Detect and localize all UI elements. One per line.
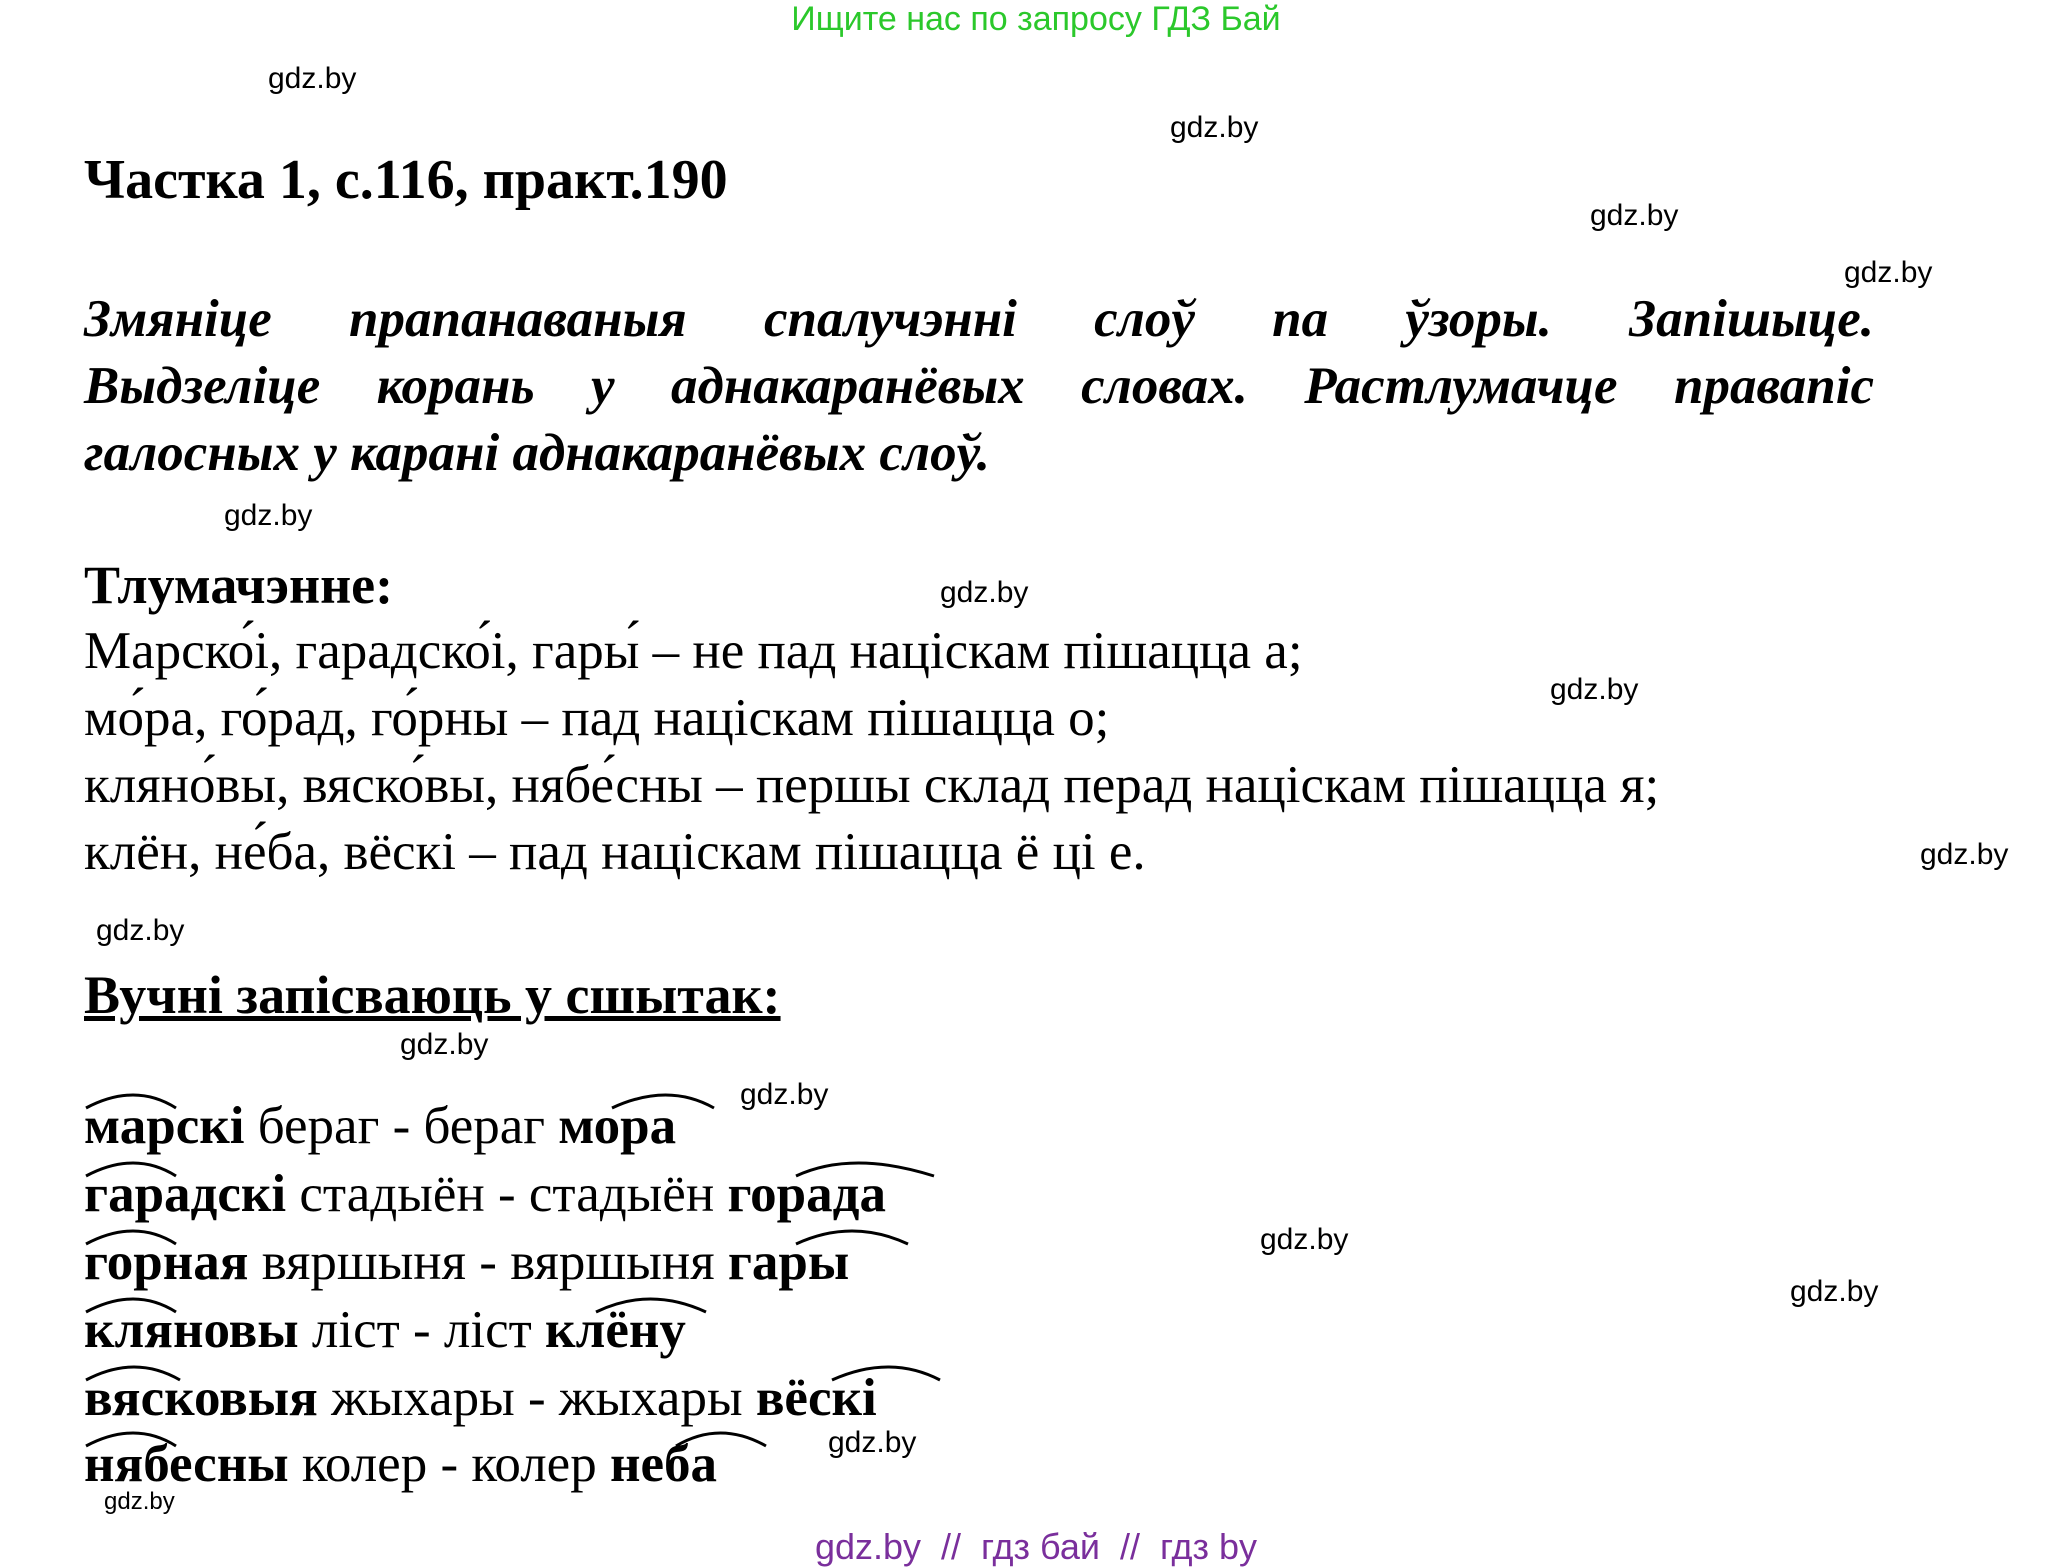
watermark: gdz.by (400, 1028, 489, 1061)
explanation-title: Тлумачэнне: (84, 555, 394, 615)
watermark: gdz.by (828, 1426, 917, 1459)
notebook-row (84, 1434, 717, 1494)
notebook-row (84, 1368, 877, 1428)
explanation-line: Марско́і, гарадско́і, гары́ – не пад націскам пішацца а; (84, 622, 1303, 680)
watermark: gdz.by (1590, 199, 1679, 232)
row-word-2: мора (558, 1097, 677, 1155)
notebook-row (84, 1164, 886, 1224)
row-word-2: горада (727, 1165, 886, 1223)
notebook-row (84, 1096, 676, 1156)
row-word-2: неба (609, 1435, 717, 1493)
row-word-2: гары (727, 1233, 850, 1291)
row-word-1: нябесны (84, 1435, 289, 1493)
row-middle: стадыён - стадыён (286, 1165, 728, 1223)
row-middle: колер - колер (288, 1435, 610, 1493)
explanation-line: кляно́вы, вяско́вы, нябе́сны – першы склад перад націскам пішацца я; (84, 756, 1660, 814)
row-middle: вяршыня - вяршыня (248, 1233, 728, 1291)
task-line: Змяніце прапанаваныя спалучэнні слоў па ўзоры. Запішыце. (84, 290, 1874, 348)
watermark: gdz.by (96, 914, 185, 947)
notebook-row (84, 1232, 849, 1292)
row-word-1: кляновы (84, 1301, 299, 1359)
watermark: gdz.by (940, 576, 1029, 609)
watermark: gdz.by (104, 1488, 175, 1515)
footer-watermark: gdz.by // гдз бай // гдз by (814, 1526, 1258, 1567)
watermark: gdz.by (1260, 1223, 1349, 1256)
row-word-1: марскі (84, 1097, 245, 1155)
row-word-1: вясковыя (84, 1369, 318, 1427)
explanation-line: клён, не́ба, вёскі – пад націскам пішацца ё ці е. (84, 823, 1146, 881)
row-middle: жыхары - жыхары (317, 1369, 756, 1427)
task-line: Выдзеліце корань у аднакаранёвых словах. Растлумачце правапіс (84, 357, 1874, 415)
row-middle: ліст - ліст (298, 1301, 546, 1359)
watermark: gdz.by (1844, 256, 1933, 289)
top-banner: Ищите нас по запросу ГДЗ Бай (791, 0, 1281, 38)
task-text (84, 286, 1874, 487)
explanation-line: мо́ра, го́рад, го́рны – пад націскам пішацца о; (84, 689, 1110, 747)
page-title: Частка 1, с.116, практ.190 (84, 149, 728, 211)
row-word-1: гарадскі (84, 1165, 287, 1223)
row-word-2: клёну (545, 1301, 686, 1359)
watermark: gdz.by (224, 499, 313, 532)
watermark: gdz.by (1790, 1275, 1879, 1308)
watermark: gdz.by (268, 62, 357, 95)
row-middle: бераг - бераг (244, 1097, 559, 1155)
watermark: gdz.by (740, 1078, 829, 1111)
notebook-title: Вучні запісваюць у сшытак: (84, 965, 781, 1025)
notebook-row (84, 1300, 686, 1360)
task-line: галосных у карані аднакаранёвых слоў. (84, 424, 991, 482)
watermark: gdz.by (1170, 111, 1259, 144)
row-word-1: горная (84, 1233, 249, 1291)
watermark: gdz.by (1550, 673, 1639, 706)
watermark: gdz.by (1920, 838, 2009, 871)
row-word-2: вёскі (755, 1369, 877, 1427)
